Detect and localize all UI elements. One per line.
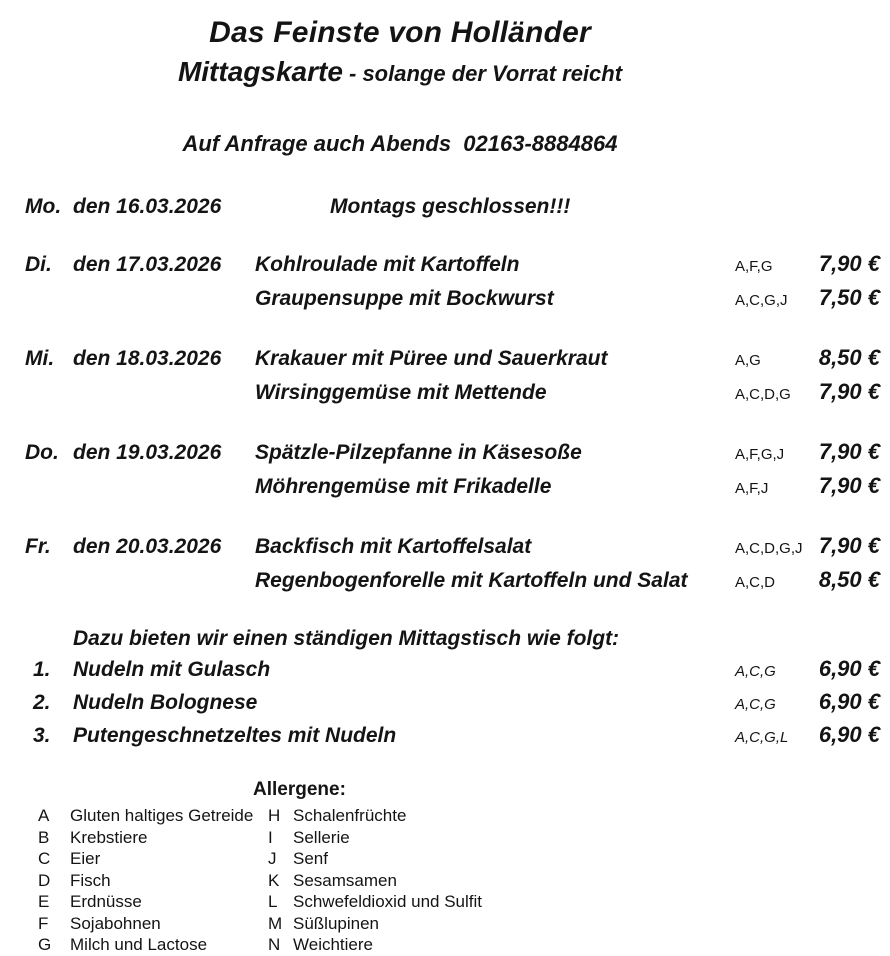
price: 8,50 €	[818, 345, 880, 370]
allergen-code: I	[268, 827, 273, 847]
allergen-code: G	[38, 935, 52, 954]
allergen-code: F	[38, 913, 49, 933]
date-label: den 18.03.2026	[73, 347, 222, 370]
standing-item	[25, 720, 880, 753]
day-label: Di.	[25, 253, 52, 276]
price: 7,90 €	[818, 379, 880, 404]
allergen-label: Erdnüsse	[70, 892, 142, 911]
weekly-menu	[0, 191, 890, 753]
price: 6,90 €	[818, 689, 880, 714]
standing-item	[25, 654, 880, 687]
day-block-friday	[0, 530, 890, 598]
allergen-label: Schalenfrüchte	[293, 806, 407, 825]
allergen-label: Eier	[70, 849, 101, 868]
allergen-label: Sellerie	[293, 827, 350, 847]
menu-row	[25, 470, 880, 504]
dish-name: Regenbogenforelle mit Kartoffeln und Salat	[255, 569, 688, 592]
allergen-code: B	[38, 827, 50, 847]
menu-row	[25, 191, 880, 222]
subtitle-main: Mittagskarte	[177, 56, 343, 87]
day-block-wednesday	[0, 342, 890, 410]
date-label: den 16.03.2026	[73, 195, 222, 218]
allergen-code: K	[268, 870, 280, 890]
dish-name: Backfisch mit Kartoffelsalat	[255, 535, 532, 558]
dish-name: Spätzle-Pilzepfanne in Käsesoße	[255, 441, 582, 464]
allergen-code: J	[268, 849, 277, 868]
allergen-codes: A,G	[735, 352, 761, 369]
day-label: Mi.	[25, 347, 55, 370]
date-label: den 17.03.2026	[73, 253, 222, 276]
allergen-label: Weichtiere	[293, 935, 373, 954]
allergen-code: A	[38, 806, 50, 825]
menu-row	[25, 436, 880, 470]
price: 8,50 €	[818, 567, 880, 592]
day-block-thursday	[0, 436, 890, 504]
dish-name: Kohlroulade mit Kartoffeln	[255, 253, 520, 276]
day-label: Fr.	[25, 535, 51, 558]
allergen-code: C	[38, 849, 51, 868]
menu-header	[0, 14, 800, 159]
allergen-code: N	[268, 935, 281, 954]
allergen-code: E	[38, 892, 50, 911]
allergen-label: Milch und Lactose	[70, 935, 208, 954]
day-block-tuesday	[0, 248, 890, 316]
allergen-codes: A,C,D,G	[735, 386, 791, 403]
allergen-label: Schwefeldioxid und Sulfit	[293, 892, 483, 911]
dish-name: Möhrengemüse mit Frikadelle	[255, 475, 552, 498]
allergen-codes: A,C,D,G,J	[735, 540, 803, 557]
date-label: den 19.03.2026	[73, 441, 222, 464]
allergen-codes: A,C,D	[735, 574, 776, 591]
price: 6,90 €	[818, 722, 880, 747]
item-number: 1.	[33, 658, 51, 681]
dish-name: Graupensuppe mit Bockwurst	[255, 287, 554, 310]
allergen-label: Gluten haltiges Getreide	[70, 806, 254, 825]
allergen-codes: A,F,J	[735, 480, 769, 497]
allergen-label: Sesamsamen	[293, 870, 397, 890]
closed-note: Montags geschlossen!!!	[330, 195, 571, 218]
menu-row	[25, 376, 880, 410]
day-label: Mo.	[25, 195, 62, 218]
allergen-label: Süßlupinen	[293, 913, 380, 933]
price: 7,90 €	[818, 473, 880, 498]
allergen-legend-title: Allergene:	[253, 779, 346, 800]
price: 7,90 €	[818, 439, 880, 464]
menu-row	[25, 248, 880, 282]
allergen-label: Krebstiere	[70, 827, 148, 847]
date-label: den 20.03.2026	[73, 535, 222, 558]
subtitle-suffix: - solange der Vorrat reicht	[342, 61, 623, 86]
allergen-codes: A,F,G,J	[735, 446, 785, 463]
day-label: Do.	[25, 441, 59, 464]
standing-intro: Dazu bieten wir einen ständigen Mittagstisch wie folgt:	[73, 627, 620, 650]
allergen-code: L	[268, 892, 278, 911]
allergen-code: M	[268, 913, 283, 933]
allergen-code: D	[38, 870, 51, 890]
allergen-label: Senf	[293, 849, 328, 868]
item-number: 3.	[33, 724, 51, 747]
menu-row	[25, 282, 880, 316]
dish-name: Nudeln mit Gulasch	[73, 658, 271, 681]
price: 7,50 €	[818, 285, 880, 310]
allergen-label: Fisch	[70, 870, 111, 890]
price: 7,90 €	[818, 533, 880, 558]
price: 6,90 €	[818, 656, 880, 681]
page-title: Das Feinste von Holländer	[209, 16, 591, 49]
allergen-codes: A,C,G,J	[735, 292, 788, 309]
dish-name: Krakauer mit Püree und Sauerkraut	[255, 347, 608, 370]
allergen-code: H	[268, 806, 281, 825]
dish-name: Wirsinggemüse mit Mettende	[255, 381, 547, 404]
menu-row	[25, 564, 880, 598]
page-subtitle	[0, 54, 800, 95]
price: 7,90 €	[818, 251, 880, 276]
allergen-label: Sojabohnen	[70, 913, 161, 933]
allergen-legend	[38, 805, 890, 956]
contact-line: Auf Anfrage auch Abends 02163-8884864	[182, 131, 618, 156]
allergen-codes: A,C,G	[735, 696, 776, 713]
standing-item	[25, 687, 880, 720]
menu-row	[25, 530, 880, 564]
dish-name: Putengeschnetzeltes mit Nudeln	[73, 724, 397, 747]
allergen-codes: A,F,G	[735, 258, 773, 275]
allergen-codes: A,C,G,L	[735, 729, 789, 746]
menu-row	[25, 342, 880, 376]
day-block-monday	[0, 191, 890, 222]
allergen-codes: A,C,G	[735, 663, 776, 680]
dish-name: Nudeln Bolognese	[73, 691, 258, 714]
item-number: 2.	[33, 691, 51, 714]
